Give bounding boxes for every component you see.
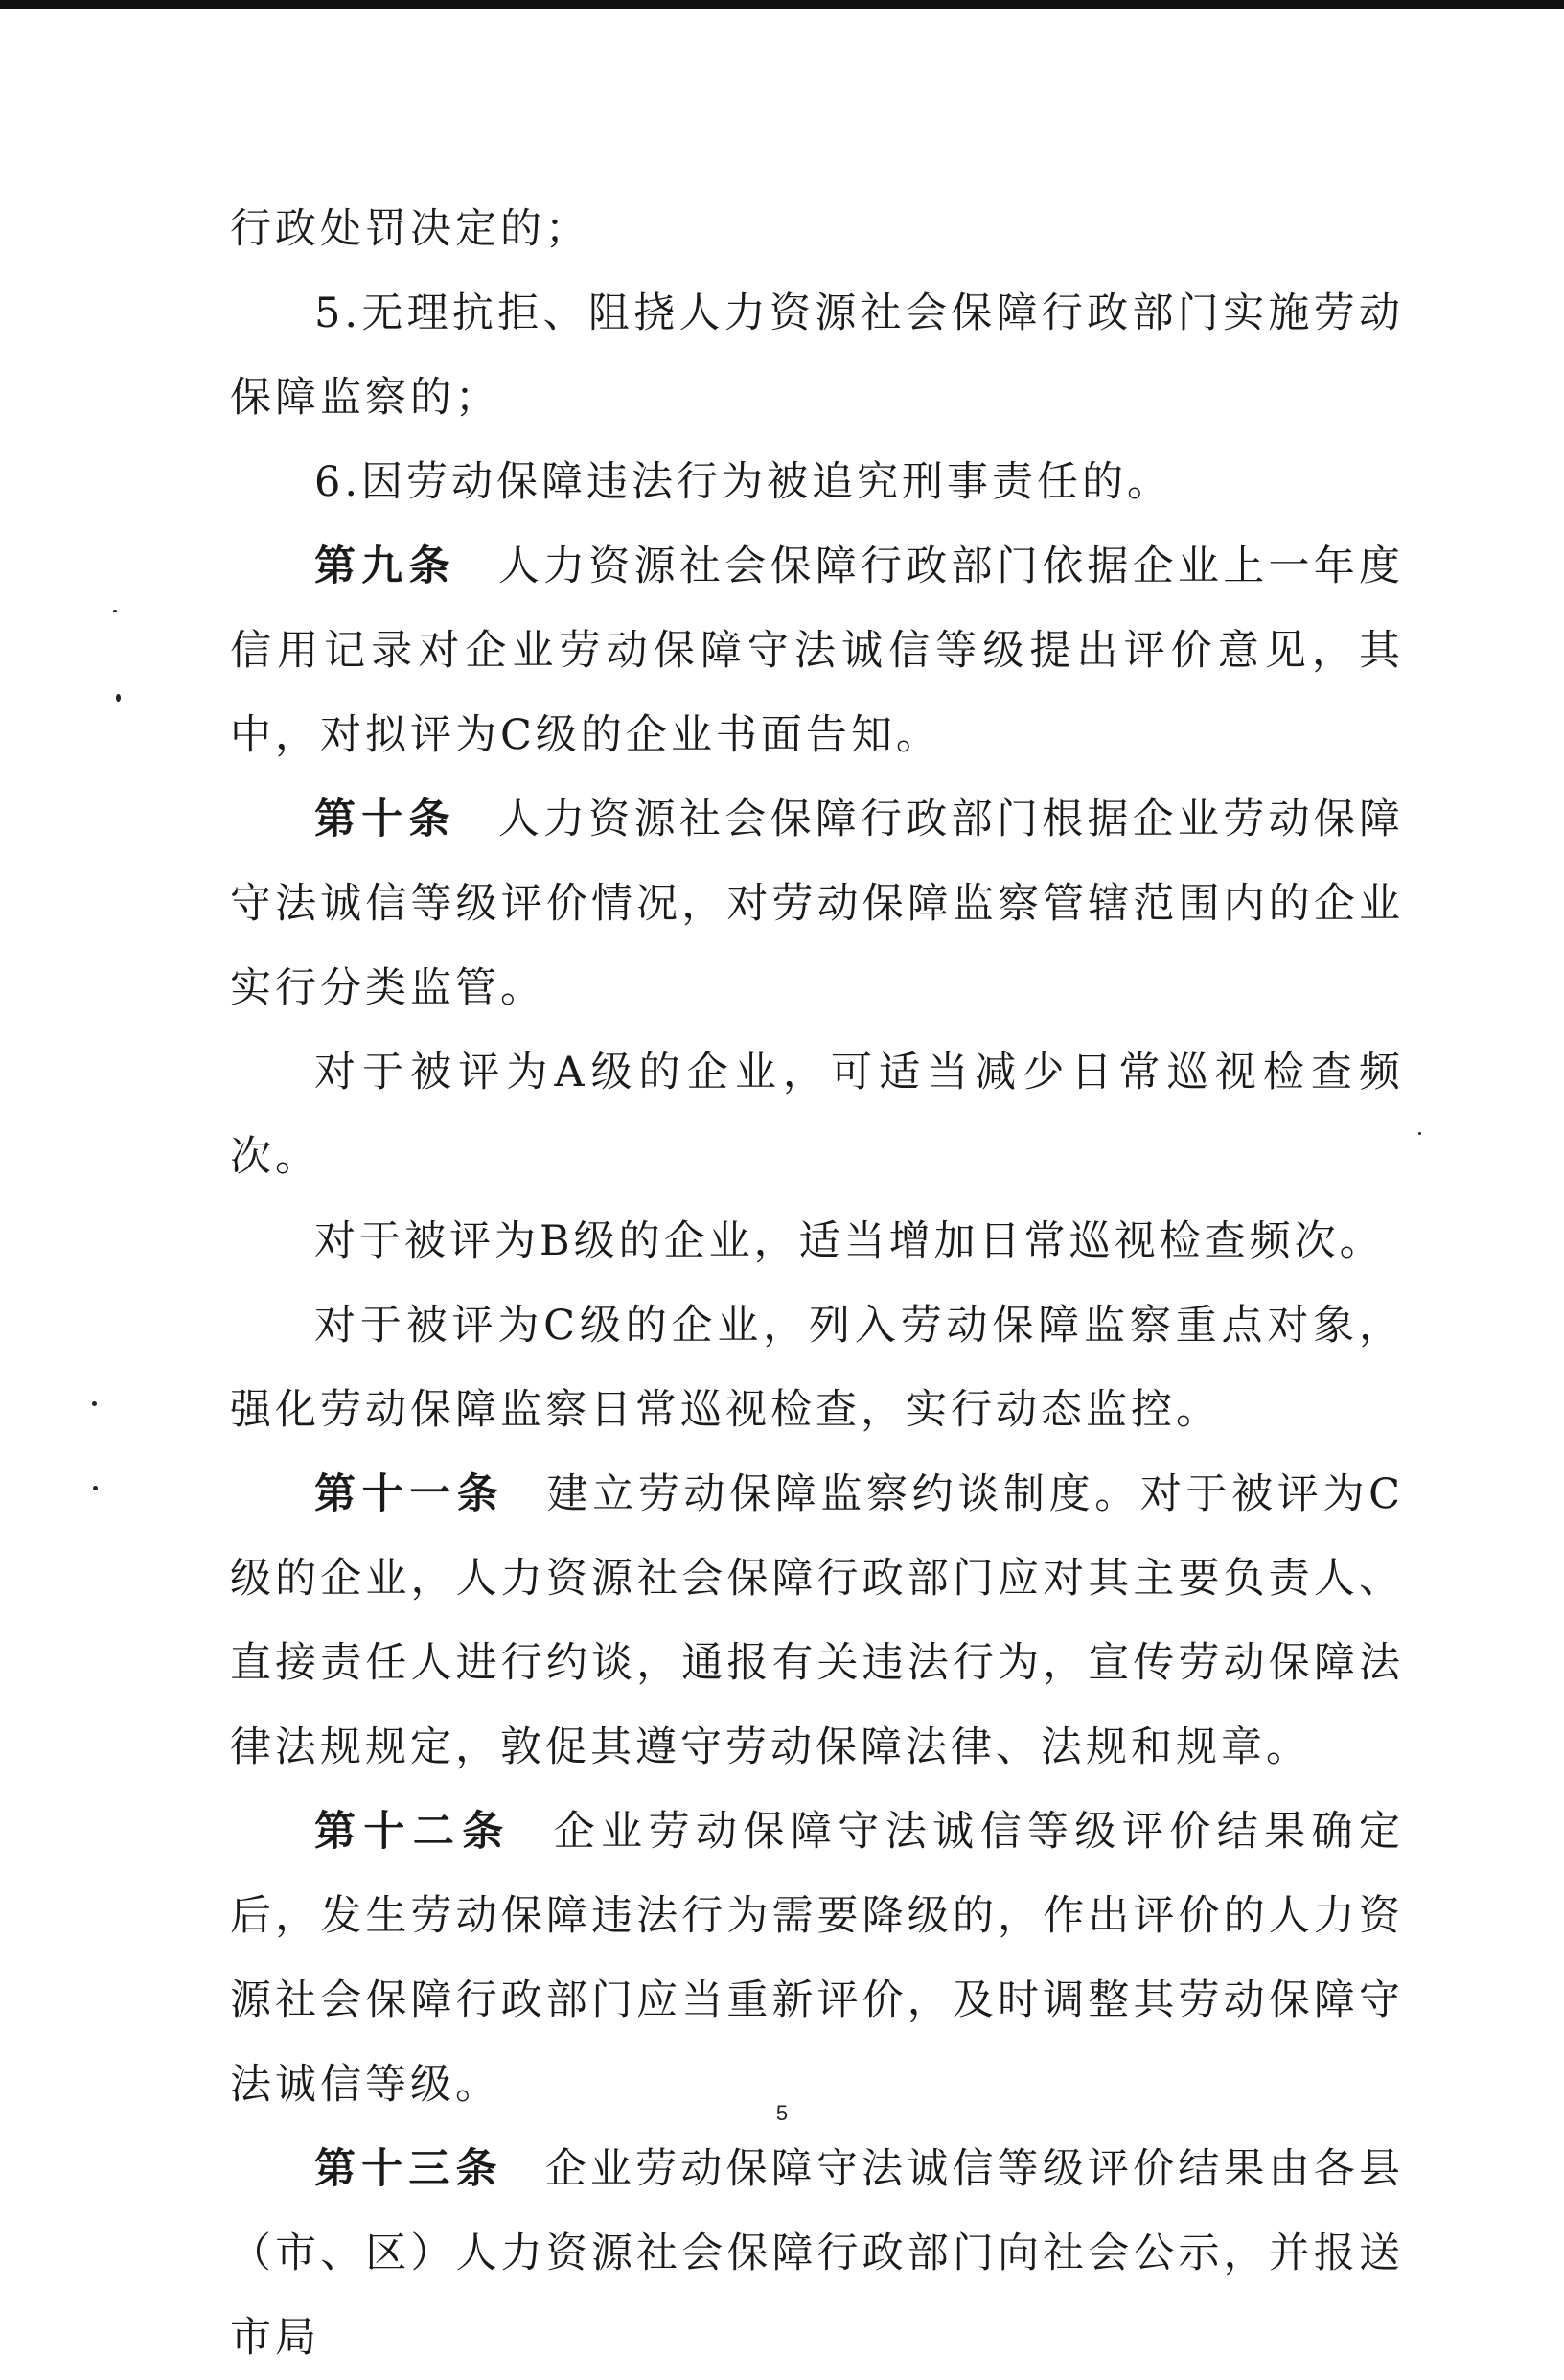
scan-top-border [0, 0, 1564, 9]
paragraph-text: 人力资源社会保障行政部门根据企业劳动保障守法诚信等级评价情况，对劳动保障监察管辖范围内的企业实行分类监管。 [230, 796, 1405, 1012]
paragraph-text: 建立劳动保障监察约谈制度。对于被评为C级的企业，人力资源社会保障行政部门应对其主要负责人、直接责任人进行约谈，通报有关违法行为，宣传劳动保障法律法规规定，敦促其遵守劳动保障法律、法规和规章。 [230, 1470, 1404, 1771]
article-10 [230, 777, 1404, 1030]
paragraph [230, 440, 1404, 524]
paragraph [230, 271, 1404, 440]
paragraph-text: 对于被评为C级的企业，列入劳动保障监察重点对象，强化劳动保障监察日常巡视检查，实行动态监控。 [230, 1302, 1404, 1434]
scan-speck [93, 1486, 98, 1490]
scan-speck [1418, 1132, 1421, 1135]
article-heading: 第十一条 [314, 1470, 505, 1518]
paragraph-text: 企业劳动保障守法诚信等级评价结果由各县（市、区）人力资源社会保障行政部门向社会公示，并报送市局 [230, 2145, 1405, 2362]
paragraph [230, 187, 1404, 271]
paragraph-text: 企业劳动保障守法诚信等级评价结果确定后，发生劳动保障违法行为需要降级的，作出评价的人力资源社会保障行政部门应当重新评价，及时调整其劳动保障守法诚信等级。 [230, 1808, 1405, 2109]
article-heading: 第十条 [314, 796, 456, 843]
paragraph [230, 1030, 1404, 1199]
page-number: 5 [775, 2101, 789, 2125]
paragraph-text: 对于被评为A级的企业，可适当减少日常巡视检查频次。 [230, 1049, 1404, 1181]
paragraph-text: 行政处罚决定的； [230, 205, 590, 253]
article-9 [230, 524, 1404, 777]
article-12 [230, 1790, 1404, 2127]
scan-speck [92, 1401, 97, 1406]
article-13 [230, 2127, 1404, 2380]
article-11 [230, 1452, 1404, 1790]
article-heading: 第十二条 [314, 1808, 512, 1856]
paragraph-text: 人力资源社会保障行政部门依据企业上一年度信用记录对企业劳动保障守法诚信等级提出评价意见，其中，对拟评为C级的企业书面告知。 [230, 543, 1405, 759]
article-heading: 第十三条 [314, 2145, 503, 2193]
paragraph-text: 5.无理抗拒、阻挠人力资源社会保障行政部门实施劳动保障监察的； [230, 289, 1404, 422]
paragraph-text: 6.因劳动保障违法行为被追究刑事责任的。 [314, 458, 1173, 506]
paragraph-text: 对于被评为B级的企业，适当增加日常巡视检查频次。 [314, 1217, 1385, 1265]
scan-speck [113, 610, 117, 612]
document-body [230, 187, 1404, 2380]
article-heading: 第九条 [314, 543, 456, 590]
scan-speck [116, 694, 121, 702]
paragraph [230, 1283, 1404, 1452]
paragraph [230, 1199, 1404, 1283]
